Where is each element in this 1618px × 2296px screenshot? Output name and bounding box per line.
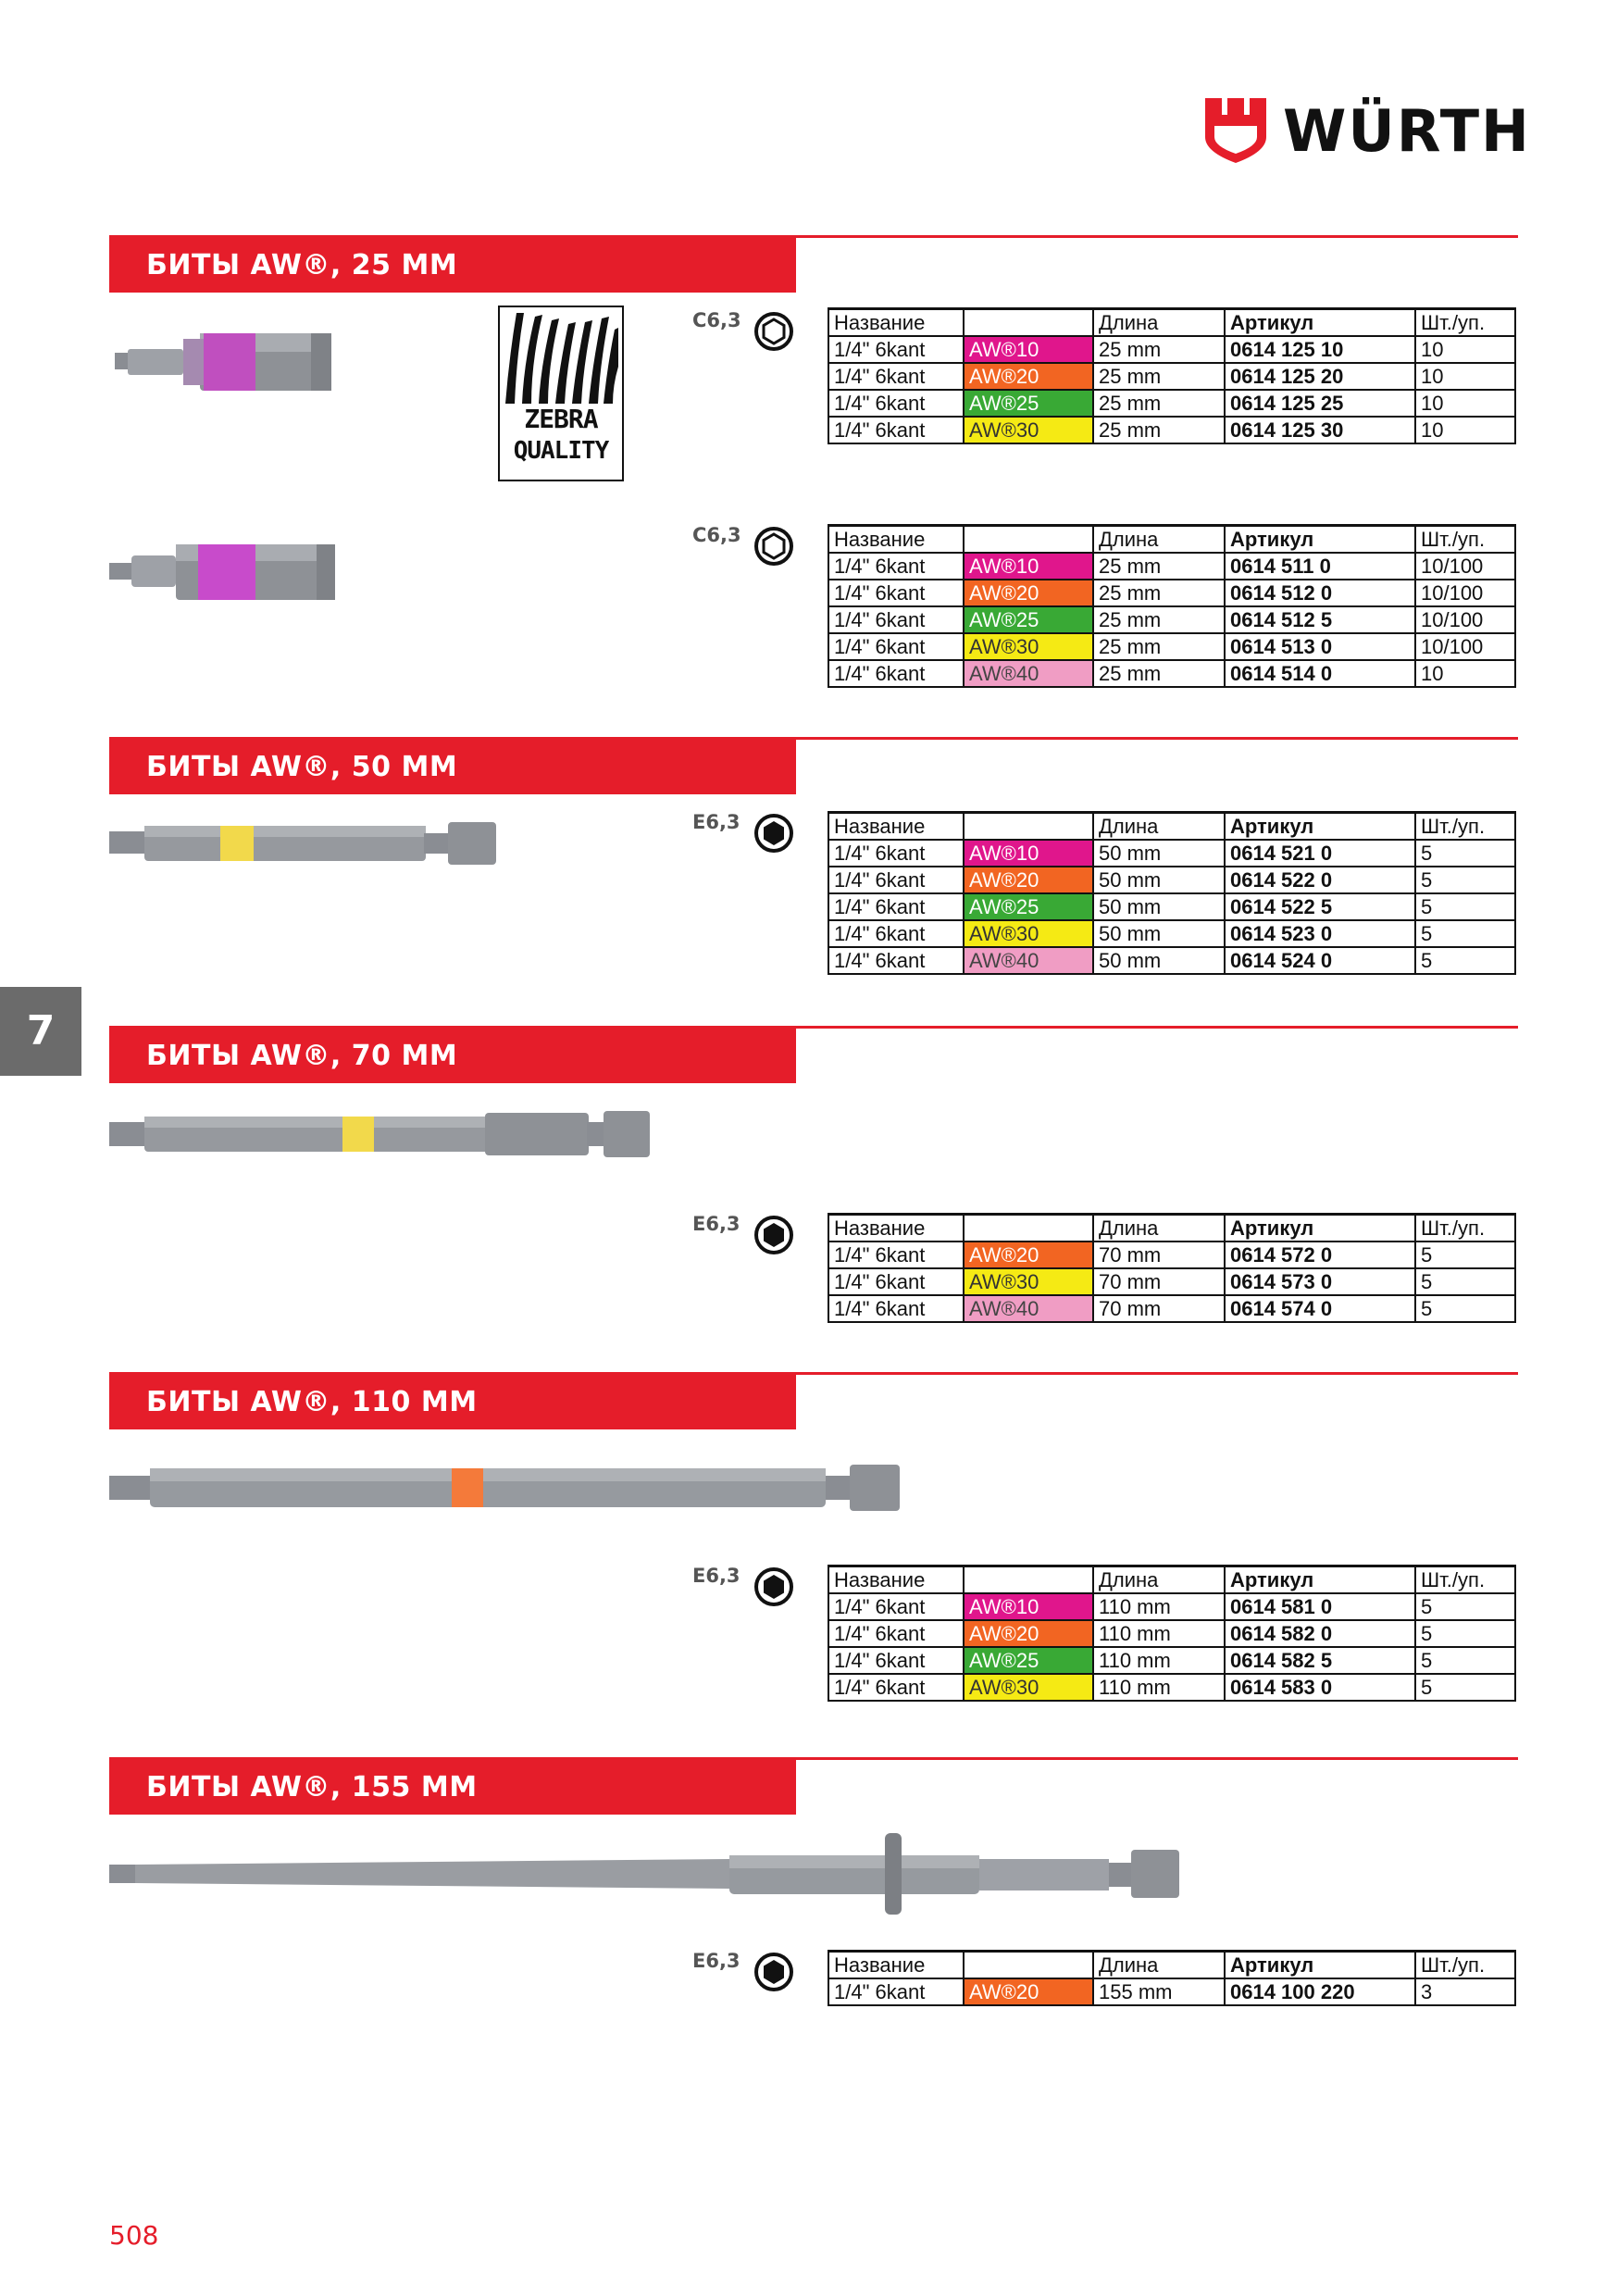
drive-type bbox=[692, 811, 796, 857]
cell-length: 110 mm bbox=[1093, 1647, 1225, 1674]
cell-code: 0614 125 20 bbox=[1225, 363, 1415, 390]
page-number: 508 bbox=[109, 2220, 159, 2251]
zebra-quality-badge bbox=[498, 306, 624, 481]
cell-name: 1/4" 6kant bbox=[828, 1620, 964, 1647]
cell-code: 0614 583 0 bbox=[1225, 1674, 1415, 1701]
cell-name: 1/4" 6kant bbox=[828, 947, 964, 974]
section-rule bbox=[796, 1026, 1518, 1029]
drive-label: E6,3 bbox=[692, 1213, 741, 1235]
column-header: Название bbox=[828, 1952, 964, 1979]
table-row bbox=[828, 660, 1515, 687]
column-header: Длина bbox=[1093, 1952, 1225, 1979]
cell-name: 1/4" 6kant bbox=[828, 1593, 964, 1620]
cell-length: 50 mm bbox=[1093, 840, 1225, 867]
cell-length: 70 mm bbox=[1093, 1268, 1225, 1295]
table-row bbox=[828, 1593, 1515, 1620]
cell-size: AW®30 bbox=[964, 920, 1093, 947]
column-header: Артикул bbox=[1225, 813, 1415, 841]
table-row bbox=[828, 1242, 1515, 1268]
table-row bbox=[828, 1295, 1515, 1322]
table-row bbox=[828, 947, 1515, 974]
table-row bbox=[828, 606, 1515, 633]
cell-qty: 5 bbox=[1415, 867, 1515, 893]
cell-qty: 10/100 bbox=[1415, 633, 1515, 660]
cell-qty: 10 bbox=[1415, 336, 1515, 363]
cell-code: 0614 100 220 bbox=[1225, 1978, 1415, 2005]
cell-code: 0614 125 10 bbox=[1225, 336, 1415, 363]
cell-size: AW®30 bbox=[964, 1268, 1093, 1295]
cell-name: 1/4" 6kant bbox=[828, 1242, 964, 1268]
table-row bbox=[828, 893, 1515, 920]
column-header: Название bbox=[828, 1566, 964, 1594]
section-header-155mm bbox=[109, 1757, 796, 1815]
cell-size: AW®10 bbox=[964, 553, 1093, 580]
cell-size: AW®20 bbox=[964, 867, 1093, 893]
cell-length: 25 mm bbox=[1093, 417, 1225, 443]
zebra-text-2: QUALITY bbox=[513, 437, 609, 465]
cell-qty: 5 bbox=[1415, 893, 1515, 920]
spec-table-70mm bbox=[828, 1213, 1516, 1323]
cell-qty: 5 bbox=[1415, 947, 1515, 974]
section-title: БИТЫ AW®, 110 ММ bbox=[146, 1386, 478, 1418]
cell-length: 25 mm bbox=[1093, 606, 1225, 633]
zebra-stripes-icon bbox=[504, 311, 618, 404]
table-row bbox=[828, 363, 1515, 390]
cell-name: 1/4" 6kant bbox=[828, 336, 964, 363]
hex-drive-icon bbox=[753, 1215, 794, 1255]
column-header: Название bbox=[828, 309, 964, 337]
cell-length: 25 mm bbox=[1093, 363, 1225, 390]
cell-name: 1/4" 6kant bbox=[828, 363, 964, 390]
cell-qty: 10 bbox=[1415, 363, 1515, 390]
cell-qty: 10 bbox=[1415, 390, 1515, 417]
cell-code: 0614 512 0 bbox=[1225, 580, 1415, 606]
wurth-logo bbox=[1205, 97, 1531, 165]
chapter-tab bbox=[0, 987, 81, 1076]
spec-table-50mm bbox=[828, 811, 1516, 975]
cell-code: 0614 522 0 bbox=[1225, 867, 1415, 893]
spec-table-110mm bbox=[828, 1565, 1516, 1702]
cell-code: 0614 573 0 bbox=[1225, 1268, 1415, 1295]
column-header: Название bbox=[828, 526, 964, 554]
column-header: Длина bbox=[1093, 813, 1225, 841]
section-header-110mm bbox=[109, 1372, 796, 1429]
cell-qty: 3 bbox=[1415, 1978, 1515, 2005]
cell-length: 110 mm bbox=[1093, 1593, 1225, 1620]
hex-drive-icon bbox=[753, 1566, 794, 1607]
hex-drive-icon bbox=[753, 1952, 794, 1992]
column-header: Размер bbox=[964, 526, 1093, 554]
column-header: Шт./уп. bbox=[1415, 1215, 1515, 1242]
cell-name: 1/4" 6kant bbox=[828, 893, 964, 920]
cell-name: 1/4" 6kant bbox=[828, 633, 964, 660]
cell-code: 0614 522 5 bbox=[1225, 893, 1415, 920]
cell-name: 1/4" 6kant bbox=[828, 553, 964, 580]
cell-code: 0614 572 0 bbox=[1225, 1242, 1415, 1268]
cell-name: 1/4" 6kant bbox=[828, 660, 964, 687]
cell-qty: 10/100 bbox=[1415, 606, 1515, 633]
cell-size: AW®10 bbox=[964, 840, 1093, 867]
cell-length: 25 mm bbox=[1093, 336, 1225, 363]
column-header: Шт./уп. bbox=[1415, 1566, 1515, 1594]
table-row bbox=[828, 867, 1515, 893]
bit-25mm-image bbox=[115, 326, 341, 398]
cell-length: 110 mm bbox=[1093, 1620, 1225, 1647]
column-header: Артикул bbox=[1225, 1215, 1415, 1242]
wurth-logo-icon bbox=[1205, 98, 1266, 163]
drive-type bbox=[692, 1565, 796, 1611]
cell-size: AW®25 bbox=[964, 606, 1093, 633]
drive-label: E6,3 bbox=[692, 1565, 741, 1587]
table-row bbox=[828, 417, 1515, 443]
drive-type bbox=[692, 1213, 796, 1259]
table-header-row bbox=[828, 1215, 1515, 1242]
cell-qty: 10 bbox=[1415, 417, 1515, 443]
column-header: Шт./уп. bbox=[1415, 1952, 1515, 1979]
cell-name: 1/4" 6kant bbox=[828, 840, 964, 867]
cell-size: AW®20 bbox=[964, 580, 1093, 606]
cell-qty: 5 bbox=[1415, 840, 1515, 867]
cell-code: 0614 582 0 bbox=[1225, 1620, 1415, 1647]
section-title: БИТЫ AW®, 155 ММ bbox=[146, 1771, 478, 1803]
cell-size: AW®20 bbox=[964, 1978, 1093, 2005]
cell-name: 1/4" 6kant bbox=[828, 390, 964, 417]
cell-code: 0614 521 0 bbox=[1225, 840, 1415, 867]
cell-code: 0614 574 0 bbox=[1225, 1295, 1415, 1322]
cell-size: AW®25 bbox=[964, 893, 1093, 920]
spec-table-155mm bbox=[828, 1950, 1516, 2006]
cell-size: AW®30 bbox=[964, 633, 1093, 660]
column-header: Размер bbox=[964, 1215, 1093, 1242]
cell-qty: 10 bbox=[1415, 660, 1515, 687]
cell-length: 25 mm bbox=[1093, 553, 1225, 580]
cell-size: AW®20 bbox=[964, 1620, 1093, 1647]
section-title: БИТЫ AW®, 50 ММ bbox=[146, 751, 458, 783]
column-header: Артикул bbox=[1225, 309, 1415, 337]
column-header: Название bbox=[828, 813, 964, 841]
chapter-number: 7 bbox=[26, 1007, 56, 1054]
cell-code: 0614 524 0 bbox=[1225, 947, 1415, 974]
cell-qty: 5 bbox=[1415, 1647, 1515, 1674]
cell-length: 50 mm bbox=[1093, 867, 1225, 893]
column-header: Длина bbox=[1093, 309, 1225, 337]
cell-code: 0614 581 0 bbox=[1225, 1593, 1415, 1620]
table-header-row bbox=[828, 1566, 1515, 1594]
section-rule bbox=[796, 235, 1518, 238]
cell-code: 0614 582 5 bbox=[1225, 1647, 1415, 1674]
cell-name: 1/4" 6kant bbox=[828, 920, 964, 947]
table-header-row bbox=[828, 813, 1515, 841]
section-rule bbox=[796, 1757, 1518, 1760]
table-row bbox=[828, 1674, 1515, 1701]
drive-label: E6,3 bbox=[692, 1950, 741, 1972]
table-row bbox=[828, 1268, 1515, 1295]
cell-qty: 5 bbox=[1415, 1674, 1515, 1701]
cell-qty: 5 bbox=[1415, 1242, 1515, 1268]
section-title: БИТЫ AW®, 70 ММ bbox=[146, 1040, 458, 1072]
cell-qty: 5 bbox=[1415, 1268, 1515, 1295]
cell-code: 0614 125 25 bbox=[1225, 390, 1415, 417]
drive-label: C6,3 bbox=[692, 309, 741, 331]
cell-name: 1/4" 6kant bbox=[828, 1295, 964, 1322]
table-row bbox=[828, 580, 1515, 606]
cell-name: 1/4" 6kant bbox=[828, 1674, 964, 1701]
cell-length: 25 mm bbox=[1093, 660, 1225, 687]
table-row bbox=[828, 1620, 1515, 1647]
cell-size: AW®10 bbox=[964, 336, 1093, 363]
cell-length: 25 mm bbox=[1093, 580, 1225, 606]
cell-name: 1/4" 6kant bbox=[828, 417, 964, 443]
column-header: Длина bbox=[1093, 1215, 1225, 1242]
cell-size: AW®30 bbox=[964, 417, 1093, 443]
cell-code: 0614 523 0 bbox=[1225, 920, 1415, 947]
column-header: Артикул bbox=[1225, 1566, 1415, 1594]
column-header: Название bbox=[828, 1215, 964, 1242]
table-row bbox=[828, 336, 1515, 363]
column-header: Артикул bbox=[1225, 526, 1415, 554]
hex-drive-icon bbox=[753, 526, 794, 567]
cell-name: 1/4" 6kant bbox=[828, 606, 964, 633]
cell-size: AW®25 bbox=[964, 390, 1093, 417]
drive-label: C6,3 bbox=[692, 524, 741, 546]
cell-code: 0614 512 5 bbox=[1225, 606, 1415, 633]
cell-qty: 5 bbox=[1415, 1620, 1515, 1647]
cell-length: 50 mm bbox=[1093, 893, 1225, 920]
hex-drive-icon bbox=[753, 813, 794, 854]
section-header-70mm bbox=[109, 1026, 796, 1083]
cell-qty: 10/100 bbox=[1415, 580, 1515, 606]
cell-length: 110 mm bbox=[1093, 1674, 1225, 1701]
cell-code: 0614 513 0 bbox=[1225, 633, 1415, 660]
cell-length: 50 mm bbox=[1093, 947, 1225, 974]
drive-type bbox=[692, 524, 796, 570]
column-header: Длина bbox=[1093, 526, 1225, 554]
table-row bbox=[828, 1978, 1515, 2005]
cell-length: 25 mm bbox=[1093, 390, 1225, 417]
table-row bbox=[828, 633, 1515, 660]
cell-size: AW®10 bbox=[964, 1593, 1093, 1620]
cell-name: 1/4" 6kant bbox=[828, 580, 964, 606]
cell-code: 0614 514 0 bbox=[1225, 660, 1415, 687]
column-header: Шт./уп. bbox=[1415, 526, 1515, 554]
cell-size: AW®25 bbox=[964, 1647, 1093, 1674]
brand-name: WÜRTH bbox=[1283, 97, 1531, 165]
drive-type bbox=[692, 309, 796, 356]
cell-length: 50 mm bbox=[1093, 920, 1225, 947]
cell-qty: 5 bbox=[1415, 1295, 1515, 1322]
cell-size: AW®40 bbox=[964, 1295, 1093, 1322]
cell-qty: 10/100 bbox=[1415, 553, 1515, 580]
spec-table-25mm-b bbox=[828, 524, 1516, 688]
column-header: Размер bbox=[964, 309, 1093, 337]
cell-code: 0614 125 30 bbox=[1225, 417, 1415, 443]
table-row bbox=[828, 553, 1515, 580]
section-header-50mm bbox=[109, 737, 796, 794]
column-header: Размер bbox=[964, 1566, 1093, 1594]
cell-qty: 5 bbox=[1415, 1593, 1515, 1620]
zebra-text-1: ZEBRA bbox=[524, 404, 598, 434]
hex-drive-icon bbox=[753, 311, 794, 352]
cell-size: AW®20 bbox=[964, 1242, 1093, 1268]
drive-label: E6,3 bbox=[692, 811, 741, 833]
spec-table-25mm-a bbox=[828, 307, 1516, 444]
column-header: Размер bbox=[964, 813, 1093, 841]
table-header-row bbox=[828, 309, 1515, 337]
cell-length: 70 mm bbox=[1093, 1295, 1225, 1322]
cell-length: 25 mm bbox=[1093, 633, 1225, 660]
cell-length: 70 mm bbox=[1093, 1242, 1225, 1268]
table-header-row bbox=[828, 526, 1515, 554]
column-header: Размер bbox=[964, 1952, 1093, 1979]
column-header: Шт./уп. bbox=[1415, 309, 1515, 337]
section-header-25mm bbox=[109, 235, 796, 293]
cell-size: AW®30 bbox=[964, 1674, 1093, 1701]
table-row bbox=[828, 840, 1515, 867]
cell-name: 1/4" 6kant bbox=[828, 1268, 964, 1295]
table-row bbox=[828, 390, 1515, 417]
column-header: Артикул bbox=[1225, 1952, 1415, 1979]
cell-name: 1/4" 6kant bbox=[828, 867, 964, 893]
table-row bbox=[828, 920, 1515, 947]
section-rule bbox=[796, 1372, 1518, 1375]
cell-size: AW®20 bbox=[964, 363, 1093, 390]
cell-size: AW®40 bbox=[964, 947, 1093, 974]
table-header-row bbox=[828, 1952, 1515, 1979]
cell-name: 1/4" 6kant bbox=[828, 1647, 964, 1674]
column-header: Шт./уп. bbox=[1415, 813, 1515, 841]
cell-code: 0614 511 0 bbox=[1225, 553, 1415, 580]
section-title: БИТЫ AW®, 25 ММ bbox=[146, 249, 458, 281]
cell-name: 1/4" 6kant bbox=[828, 1978, 964, 2005]
drive-type bbox=[692, 1950, 796, 1996]
table-row bbox=[828, 1647, 1515, 1674]
column-header: Длина bbox=[1093, 1566, 1225, 1594]
cell-length: 155 mm bbox=[1093, 1978, 1225, 2005]
cell-size: AW®40 bbox=[964, 660, 1093, 687]
section-rule bbox=[796, 737, 1518, 740]
cell-qty: 5 bbox=[1415, 920, 1515, 947]
